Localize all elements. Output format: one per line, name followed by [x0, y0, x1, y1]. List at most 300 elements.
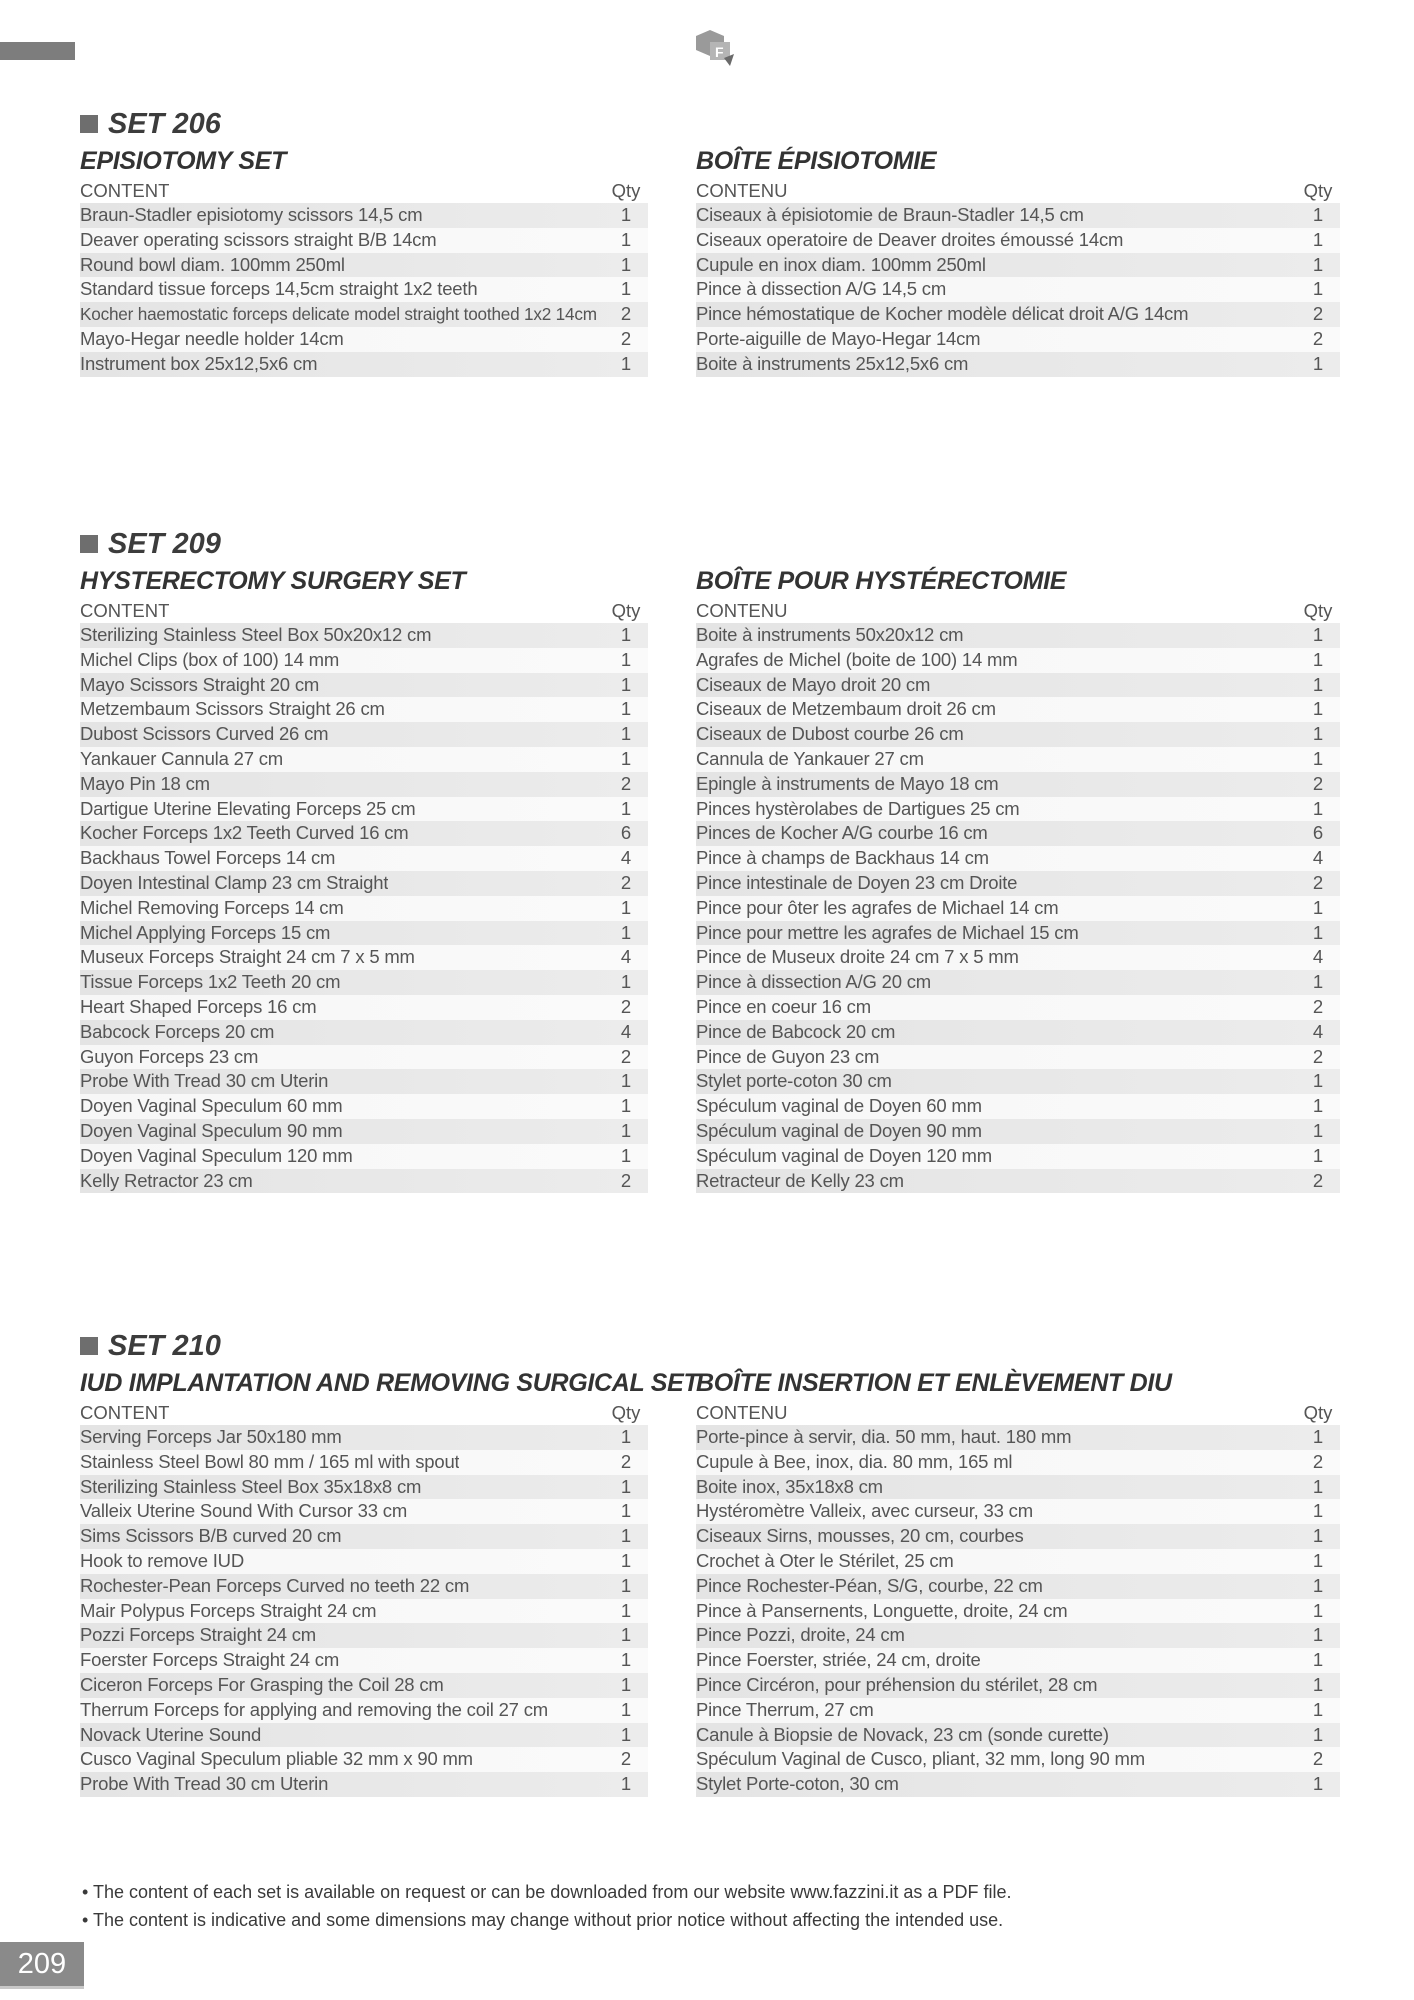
item-qty: 1 [1312, 228, 1324, 250]
table-row [696, 1020, 1340, 1045]
table-row [696, 1698, 1340, 1723]
table-row [80, 697, 648, 722]
table-row [696, 896, 1340, 921]
table-row [80, 846, 648, 871]
table-row [696, 747, 1340, 772]
item-name: Ciseaux de Dubost courbe 26 cm [696, 723, 964, 745]
item-qty: 1 [1312, 797, 1324, 819]
item-list [696, 623, 1340, 1193]
item-name: Sterilizing Stainless Steel Box 35x18x8 cm [80, 1475, 422, 1497]
table-row [696, 203, 1340, 228]
item-name: Kocher haemostatic forceps delicate model straight toothed 1x2 14cm [80, 304, 597, 325]
item-name: Babcock Forceps 20 cm [80, 1020, 275, 1042]
table-row [696, 846, 1340, 871]
item-name: Porte-pince à servir, dia. 50 mm, haut. 180 mm [696, 1426, 1072, 1447]
table-row [696, 1747, 1340, 1772]
item-qty: 1 [620, 896, 632, 918]
item-name: Sterilizing Stainless Steel Box 50x20x12 cm [80, 624, 432, 645]
item-qty: 1 [620, 797, 632, 819]
item-name: Doyen Intestinal Clamp 23 cm Straight [80, 871, 389, 893]
table-row [80, 1673, 648, 1698]
bullet-square-icon [80, 1337, 98, 1355]
content-label: CONTENU [696, 1402, 788, 1423]
item-name: Valleix Uterine Sound With Cursor 33 cm [80, 1500, 408, 1522]
item-qty: 4 [620, 1020, 632, 1042]
item-name: Foerster Forceps Straight 24 cm [80, 1649, 340, 1671]
table-row [80, 1144, 648, 1169]
item-name: Epingle à instruments de Mayo 18 cm [696, 772, 999, 794]
item-qty: 1 [620, 204, 632, 225]
item-name: Pince Therrum, 27 cm [696, 1698, 874, 1720]
item-name: Probe With Tread 30 cm Uterin [80, 1773, 329, 1795]
table-row [80, 871, 648, 896]
item-qty: 1 [620, 1624, 632, 1646]
item-qty: 1 [620, 1649, 632, 1671]
item-qty: 1 [1312, 1624, 1324, 1646]
table-row [80, 1599, 648, 1624]
item-qty: 1 [620, 1525, 632, 1547]
item-qty: 1 [620, 723, 632, 745]
item-qty: 1 [620, 1475, 632, 1497]
item-qty: 1 [1312, 1144, 1324, 1166]
item-name: Pince Pozzi, droite, 24 cm [696, 1624, 905, 1646]
item-qty: 1 [620, 1500, 632, 1522]
item-name: Spéculum vaginal de Doyen 60 mm [696, 1095, 982, 1117]
english-column [80, 564, 648, 1193]
item-qty: 1 [620, 1574, 632, 1596]
item-qty: 1 [1312, 747, 1324, 769]
item-name: Pince à Pansernents, Longuette, droite, 24 cm [696, 1599, 1068, 1621]
item-name: Pince pour ôter les agrafes de Michael 14 cm [696, 896, 1059, 918]
item-qty: 2 [620, 871, 632, 893]
item-name: Pozzi Forceps Straight 24 cm [80, 1624, 317, 1646]
item-qty: 1 [1312, 1426, 1324, 1447]
table-row [80, 623, 648, 648]
item-qty: 1 [620, 1070, 632, 1092]
footer-notes [82, 1878, 1011, 1934]
item-name: Guyon Forceps 23 cm [80, 1045, 259, 1067]
table-row [80, 1475, 648, 1500]
table-row [80, 1723, 648, 1748]
french-column [696, 144, 1340, 377]
table-row [80, 1747, 648, 1772]
item-qty: 4 [620, 946, 632, 968]
item-name: Pince pour mettre les agrafes de Michael 15 cm [696, 921, 1079, 943]
item-qty: 1 [1312, 352, 1324, 374]
item-name: Dubost Scissors Curved 26 cm [80, 723, 329, 745]
item-name: Serving Forceps Jar 50x180 mm [80, 1426, 342, 1447]
item-name: Hook to remove IUD [80, 1549, 244, 1571]
item-name: Deaver operating scissors straight B/B 14cm [80, 228, 437, 250]
english-column [80, 1366, 699, 1797]
table-row [80, 722, 648, 747]
item-name: Backhaus Towel Forceps 14 cm [80, 847, 336, 869]
item-qty: 1 [1312, 723, 1324, 745]
item-qty: 1 [1312, 648, 1324, 670]
table-row [80, 327, 648, 352]
table-row [696, 253, 1340, 278]
item-name: Pinces de Kocher A/G courbe 16 cm [696, 822, 988, 844]
item-name: Cannula de Yankauer 27 cm [696, 747, 924, 769]
item-qty: 1 [620, 253, 632, 275]
item-name: Probe With Tread 30 cm Uterin [80, 1070, 329, 1092]
item-qty: 1 [620, 1773, 632, 1795]
item-qty: 2 [1312, 995, 1324, 1017]
bullet-square-icon [80, 535, 98, 553]
item-qty: 1 [620, 352, 632, 374]
item-name: Instrument box 25x12,5x6 cm [80, 352, 318, 374]
footer-note: • The content is indicative and some dimensions may change without prior notice without affecting the intended use. [82, 1910, 1004, 1930]
page-number-underline [0, 1986, 84, 1989]
item-qty: 1 [620, 228, 632, 250]
item-qty: 2 [620, 327, 632, 349]
item-qty: 1 [620, 278, 632, 300]
item-qty: 1 [620, 1119, 632, 1141]
table-row [696, 1524, 1340, 1549]
table-row [80, 277, 648, 302]
item-name: Agrafes de Michel (boite de 100) 14 mm [696, 648, 1018, 670]
top-color-bar [0, 42, 75, 60]
item-name: Mair Polypus Forceps Straight 24 cm [80, 1599, 377, 1621]
item-name: Spéculum vaginal de Doyen 90 mm [696, 1119, 982, 1141]
item-qty: 1 [620, 971, 632, 993]
table-row [80, 302, 648, 327]
column-header [696, 1400, 1340, 1425]
item-qty: 1 [1312, 1773, 1324, 1795]
item-name: Ciseaux operatoire de Deaver droites émoussé 14cm [696, 228, 1124, 250]
column-header [696, 178, 1340, 203]
french-title: BOÎTE ÉPISIOTOMIE [696, 147, 937, 175]
french-title: BOÎTE INSERTION ET ENLÈVEMENT DIU [696, 1369, 1172, 1397]
item-name: Spéculum Vaginal de Cusco, pliant, 32 mm, long 90 mm [696, 1748, 1145, 1770]
item-name: Boite à instruments 25x12,5x6 cm [696, 352, 969, 374]
item-qty: 2 [1312, 327, 1324, 349]
item-name: Mayo Scissors Straight 20 cm [80, 673, 320, 695]
item-name: Retracteur de Kelly 23 cm [696, 1169, 904, 1191]
item-qty: 4 [620, 847, 632, 869]
english-title: IUD IMPLANTATION AND REMOVING SURGICAL SET [80, 1369, 699, 1397]
item-qty: 2 [1312, 1450, 1324, 1472]
item-qty: 4 [1312, 1020, 1324, 1042]
item-qty: 1 [620, 921, 632, 943]
item-name: Braun-Stadler episiotomy scissors 14,5 cm [80, 204, 423, 225]
english-column [80, 144, 648, 377]
item-name: Metzembaum Scissors Straight 26 cm [80, 698, 385, 720]
item-name: Pince en coeur 16 cm [696, 995, 871, 1017]
item-qty: 2 [1312, 772, 1324, 794]
table-row [696, 1475, 1340, 1500]
item-qty: 1 [1312, 1070, 1324, 1092]
table-row [696, 1094, 1340, 1119]
table-row [696, 821, 1340, 846]
item-name: Michel Removing Forceps 14 cm [80, 896, 344, 918]
qty-label: Qty [611, 1402, 641, 1423]
table-row [696, 697, 1340, 722]
column-header [80, 1400, 648, 1425]
content-label: CONTENT [80, 600, 170, 621]
item-name: Pince hémostatique de Kocher modèle délicat droit A/G 14cm [696, 303, 1189, 325]
item-qty: 1 [1312, 1119, 1324, 1141]
item-name: Pince de Babcock 20 cm [696, 1020, 896, 1042]
item-name: Pince Circéron, pour préhension du stérilet, 28 cm [696, 1673, 1098, 1695]
item-name: Porte-aiguille de Mayo-Hegar 14cm [696, 327, 981, 349]
table-row [80, 1524, 648, 1549]
item-name: Pince intestinale de Doyen 23 cm Droite [696, 871, 1018, 893]
item-qty: 4 [1312, 946, 1324, 968]
table-row [80, 1574, 648, 1599]
item-qty: 2 [1312, 871, 1324, 893]
item-qty: 1 [620, 1723, 632, 1745]
item-qty: 1 [1312, 204, 1324, 225]
item-list [696, 203, 1340, 377]
set-heading [80, 106, 221, 142]
item-name: Cusco Vaginal Speculum pliable 32 mm x 90 mm [80, 1748, 473, 1770]
qty-label: Qty [1303, 180, 1333, 201]
item-name: Mayo-Hegar needle holder 14cm [80, 327, 344, 349]
item-qty: 1 [1312, 698, 1324, 720]
item-qty: 2 [620, 1169, 632, 1191]
item-name: Pince de Guyon 23 cm [696, 1045, 880, 1067]
table-row [696, 1549, 1340, 1574]
item-qty: 1 [620, 648, 632, 670]
table-row [80, 352, 648, 377]
item-name: Stylet Porte-coton, 30 cm [696, 1773, 899, 1795]
item-qty: 4 [1312, 847, 1324, 869]
table-row [696, 1772, 1340, 1797]
item-qty: 2 [620, 1748, 632, 1770]
item-qty: 1 [1312, 1574, 1324, 1596]
item-name: Spéculum vaginal de Doyen 120 mm [696, 1144, 992, 1166]
table-row [80, 747, 648, 772]
english-title: HYSTERECTOMY SURGERY SET [80, 567, 466, 595]
table-row [696, 1499, 1340, 1524]
item-qty: 1 [1312, 1723, 1324, 1745]
table-row [80, 970, 648, 995]
set-heading [80, 526, 221, 562]
table-row [696, 228, 1340, 253]
item-qty: 1 [620, 747, 632, 769]
item-name: Ciseaux de Metzembaum droit 26 cm [696, 698, 996, 720]
item-qty: 1 [620, 1599, 632, 1621]
table-row [80, 1045, 648, 1070]
table-row [696, 623, 1340, 648]
item-name: Pinces hystèrolabes de Dartigues 25 cm [696, 797, 1020, 819]
item-name: Sims Scissors B/B curved 20 cm [80, 1525, 342, 1547]
item-qty: 1 [1312, 1095, 1324, 1117]
item-qty: 1 [1312, 624, 1324, 645]
page-number: 209 [17, 1948, 67, 1980]
item-qty: 2 [620, 1450, 632, 1472]
table-row [80, 648, 648, 673]
column-header [80, 598, 648, 623]
french-title: BOÎTE POUR HYSTÉRECTOMIE [696, 567, 1067, 595]
item-qty: 2 [620, 772, 632, 794]
item-name: Ciceron Forceps For Grasping the Coil 28 cm [80, 1673, 444, 1695]
table-row [696, 1648, 1340, 1673]
item-qty: 1 [1312, 1649, 1324, 1671]
item-name: Pince de Museux droite 24 cm 7 x 5 mm [696, 946, 1019, 968]
table-row [696, 995, 1340, 1020]
item-name: Standard tissue forceps 14,5cm straight 1x2 teeth [80, 278, 478, 300]
table-row [80, 228, 648, 253]
content-label: CONTENT [80, 1402, 170, 1423]
item-qty: 1 [620, 1426, 632, 1447]
table-row [80, 1450, 648, 1475]
table-row [80, 1020, 648, 1045]
table-row [696, 1623, 1340, 1648]
table-row [80, 203, 648, 228]
item-name: Rochester-Pean Forceps Curved no teeth 22 cm [80, 1574, 470, 1596]
table-row [80, 797, 648, 822]
french-column [696, 564, 1340, 1193]
table-row [80, 253, 648, 278]
item-qty: 1 [1312, 921, 1324, 943]
item-qty: 1 [1312, 253, 1324, 275]
item-list [696, 1425, 1340, 1797]
item-name: Pince à champs de Backhaus 14 cm [696, 847, 989, 869]
table-row [696, 1169, 1340, 1194]
item-name: Pince Foerster, striée, 24 cm, droite [696, 1649, 981, 1671]
table-row [80, 772, 648, 797]
table-row [80, 1094, 648, 1119]
item-name: Therrum Forceps for applying and removing the coil 27 cm [80, 1698, 548, 1720]
fazzini-logo-icon [690, 28, 738, 68]
item-name: Michel Clips (box of 100) 14 mm [80, 648, 340, 670]
item-name: Novack Uterine Sound [80, 1723, 262, 1745]
item-qty: 1 [1312, 1599, 1324, 1621]
table-row [80, 1119, 648, 1144]
table-row [696, 1723, 1340, 1748]
item-name: Hystéromètre Valleix, avec curseur, 33 cm [696, 1500, 1033, 1522]
item-qty: 2 [1312, 1169, 1324, 1191]
footer-note: • The content of each set is available on request or can be downloaded from our website www.fazzini.it as a PDF file. [82, 1882, 1012, 1902]
item-name: Stainless Steel Bowl 80 mm / 165 ml with spout [80, 1450, 460, 1472]
table-row [80, 995, 648, 1020]
item-name: Boite inox, 35x18x8 cm [696, 1475, 883, 1497]
item-name: Boite à instruments 50x20x12 cm [696, 624, 964, 645]
table-row [696, 1450, 1340, 1475]
table-row [696, 1045, 1340, 1070]
table-row [80, 1499, 648, 1524]
item-qty: 1 [1312, 278, 1324, 300]
item-name: Yankauer Cannula 27 cm [80, 747, 283, 769]
table-row [80, 673, 648, 698]
table-row [696, 648, 1340, 673]
table-row [696, 1673, 1340, 1698]
table-row [696, 1425, 1340, 1450]
item-name: Pince à dissection A/G 14,5 cm [696, 278, 947, 300]
table-row [696, 673, 1340, 698]
english-title: EPISIOTOMY SET [80, 147, 287, 175]
table-row [696, 797, 1340, 822]
svg-text:F: F [715, 44, 724, 60]
table-row [696, 1119, 1340, 1144]
item-qty: 1 [620, 1673, 632, 1695]
item-name: Doyen Vaginal Speculum 60 mm [80, 1095, 343, 1117]
item-name: Cupule à Bee, inox, dia. 80 mm, 165 ml [696, 1450, 1013, 1472]
item-qty: 1 [1312, 673, 1324, 695]
table-row [80, 1069, 648, 1094]
table-row [696, 772, 1340, 797]
table-row [80, 1698, 648, 1723]
item-qty: 1 [1312, 1525, 1324, 1547]
item-qty: 2 [620, 303, 632, 325]
table-row [696, 327, 1340, 352]
item-name: Cupule en inox diam. 100mm 250ml [696, 253, 986, 275]
set-title: SET 209 [108, 527, 221, 560]
item-qty: 1 [1312, 896, 1324, 918]
table-row [696, 921, 1340, 946]
set-title: SET 206 [108, 107, 221, 140]
table-row [80, 1549, 648, 1574]
table-row [80, 945, 648, 970]
table-row [80, 1772, 648, 1797]
item-qty: 1 [620, 1698, 632, 1720]
item-qty: 2 [1312, 303, 1324, 325]
item-qty: 6 [1312, 822, 1324, 844]
bullet-square-icon [80, 115, 98, 133]
item-qty: 6 [620, 822, 632, 844]
item-qty: 1 [620, 1549, 632, 1571]
item-name: Crochet à Oter le Stérilet, 25 cm [696, 1549, 954, 1571]
table-row [696, 1599, 1340, 1624]
table-row [80, 1169, 648, 1194]
item-name: Ciseaux Sirns, mousses, 20 cm, courbes [696, 1525, 1024, 1547]
item-name: Mayo Pin 18 cm [80, 772, 210, 794]
item-name: Dartigue Uterine Elevating Forceps 25 cm [80, 797, 416, 819]
qty-label: Qty [1303, 600, 1333, 621]
item-name: Ciseaux de Mayo droit 20 cm [696, 673, 931, 695]
item-qty: 1 [1312, 971, 1324, 993]
qty-label: Qty [611, 600, 641, 621]
qty-label: Qty [611, 180, 641, 201]
table-row [696, 945, 1340, 970]
table-row [80, 1648, 648, 1673]
set-heading [80, 1328, 221, 1364]
content-label: CONTENU [696, 180, 788, 201]
item-name: Pince à dissection A/G 20 cm [696, 971, 932, 993]
table-row [696, 871, 1340, 896]
content-label: CONTENT [80, 180, 170, 201]
table-row [696, 722, 1340, 747]
item-qty: 2 [1312, 1748, 1324, 1770]
item-name: Doyen Vaginal Speculum 120 mm [80, 1144, 353, 1166]
item-list [80, 623, 648, 1193]
item-list [80, 1425, 648, 1797]
item-qty: 1 [620, 698, 632, 720]
item-qty: 1 [620, 673, 632, 695]
item-name: Museux Forceps Straight 24 cm 7 x 5 mm [80, 946, 415, 968]
item-name: Kocher Forceps 1x2 Teeth Curved 16 cm [80, 822, 409, 844]
item-qty: 1 [1312, 1500, 1324, 1522]
item-name: Stylet porte-coton 30 cm [696, 1070, 892, 1092]
table-row [696, 1144, 1340, 1169]
item-qty: 1 [620, 1144, 632, 1166]
item-name: Doyen Vaginal Speculum 90 mm [80, 1119, 343, 1141]
content-label: CONTENU [696, 600, 788, 621]
table-row [696, 1069, 1340, 1094]
table-row [80, 1623, 648, 1648]
table-row [696, 277, 1340, 302]
item-list [80, 203, 648, 377]
item-qty: 1 [620, 624, 632, 645]
item-name: Pince Rochester-Péan, S/G, courbe, 22 cm [696, 1574, 1043, 1596]
item-qty: 1 [1312, 1475, 1324, 1497]
table-row [696, 352, 1340, 377]
item-name: Michel Applying Forceps 15 cm [80, 921, 331, 943]
table-row [80, 1425, 648, 1450]
column-header [80, 178, 648, 203]
